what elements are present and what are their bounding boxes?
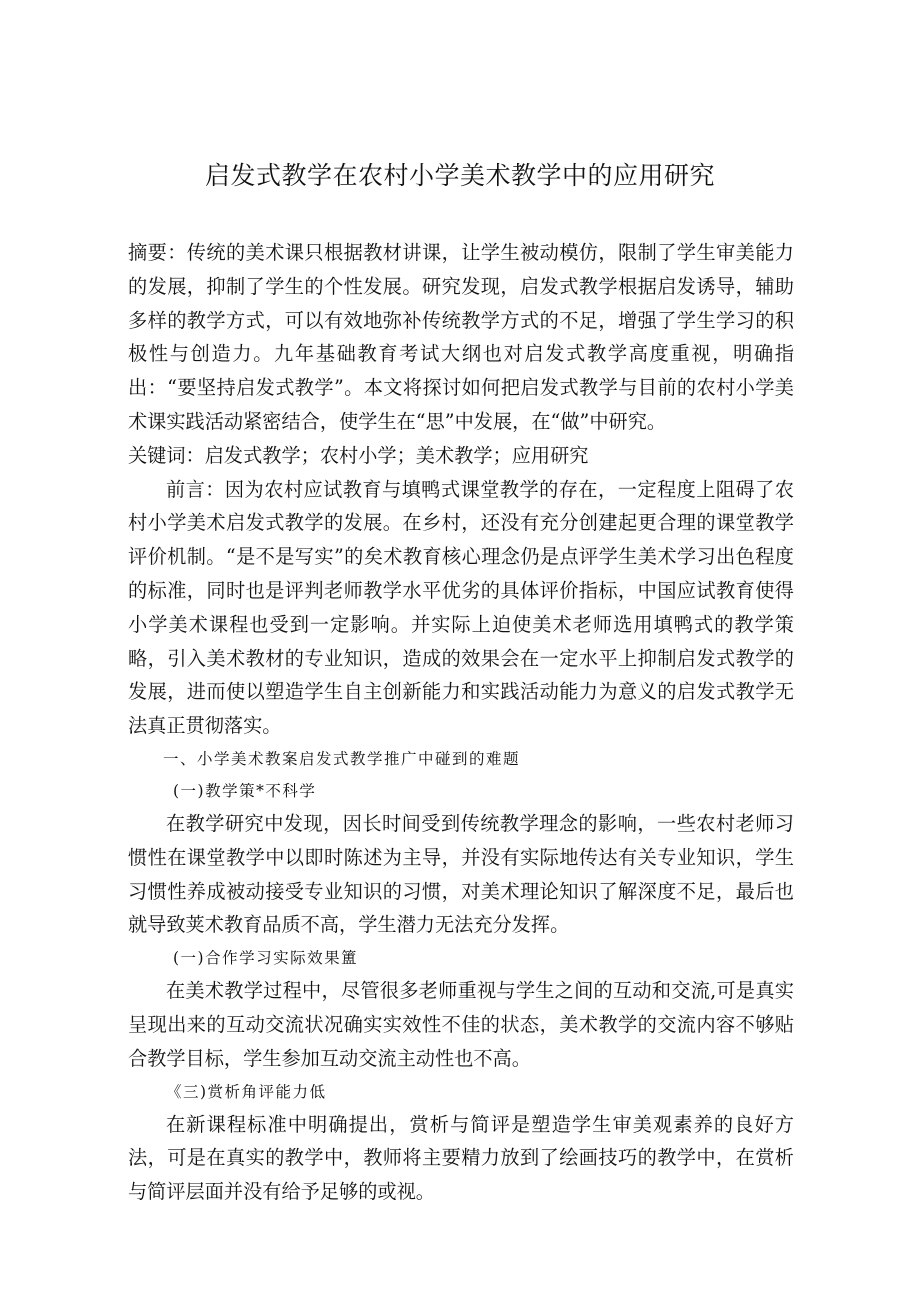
subsection-paragraph-2: 在美术教学过程中，尽管很多老师重视与学生之间的互动和交流,可是真实呈现出来的互动交流状况确实实效性不佳的状态，美术教学的交流内容不够贴合教学目标，学生参加互动交流主动性也不高。 bbox=[128, 979, 794, 1070]
subsection-paragraph-1: 在教学研究中发现，因长时间受到传统教学理念的影响，一些农村老师习惯性在课堂教学中以即时陈述为主导，并没有实际地传达有关专业知识，学生习惯性养成被动接受专业知识的习惯，对美术理论知识了解深度不足，最后也就导致荚术教育品质不高，学生潜力无法充分发挥。 bbox=[128, 811, 794, 937]
document-body bbox=[128, 236, 794, 1209]
document-title: 启发式教学在农村小学美术教学中的应用研究 bbox=[204, 161, 715, 190]
preface-paragraph: 前言：因为农村应试教育与填鸭式课堂教学的存在，一定程度上阻碍了农村小学美术启发式教学的发展。在乡村，还没有充分创建起更合理的课堂教学评价机制。“是不是写实”的矣术教育核心理念仍是点评学生美术学习出色程度的标准，同时也是评判老师教学水平优劣的具体评价指标，中国应试教育使得小学美术课程也受到一定影响。并实际上迫使美术老师选用填鸭式的教学策略，引入美术教材的专业知识，造成的效果会在一定水平上抑制启发式教学的发展，进而使以塑造学生自主创新能力和实践活动能力为意义的启发式教学无法真正贯彻落实。 bbox=[128, 477, 794, 738]
subsection-heading-2: (一)合作学习实际效果簠 bbox=[173, 949, 359, 968]
subsection-heading-3: 《三)赏析角评能力低 bbox=[166, 1082, 327, 1101]
keywords-line: 关键词：启发式教学；农村小学；美术教学；应用研究 bbox=[128, 443, 589, 467]
section-heading-1: 一、小学美术教案启发式教学推广中碰到的难题 bbox=[163, 749, 521, 768]
subsection-paragraph-3: 在新课程标准中明确提出，赏析与简评是塑造学生审美观素养的良好方法，可是在真实的教学中，教师将主要精力放到了绘画技巧的教学中，在赏析与简评层面并没有给予足够的或视。 bbox=[128, 1112, 794, 1204]
abstract-paragraph: 摘要：传统的美术课只根据教材讲课，让学生被动模仿，限制了学生审美能力的发展，抑制了学生的个性发展。研究发现，启发式教学根据启发诱导，辅助多样的教学方式，可以有效地弥补传统教学方式的不足，增强了学生学习的积极性与创造力。九年基础教育考试大纲也对启发式教学高度重视，明确指出：“要坚持启发式教学”。本文将探讨如何把启发式教学与目前的农村小学美术课实践活动紧密结合，使学生在“思”中发展，在“做”中研究。 bbox=[128, 241, 794, 433]
subsection-heading-1: (一)教学策*不科学 bbox=[173, 781, 317, 800]
